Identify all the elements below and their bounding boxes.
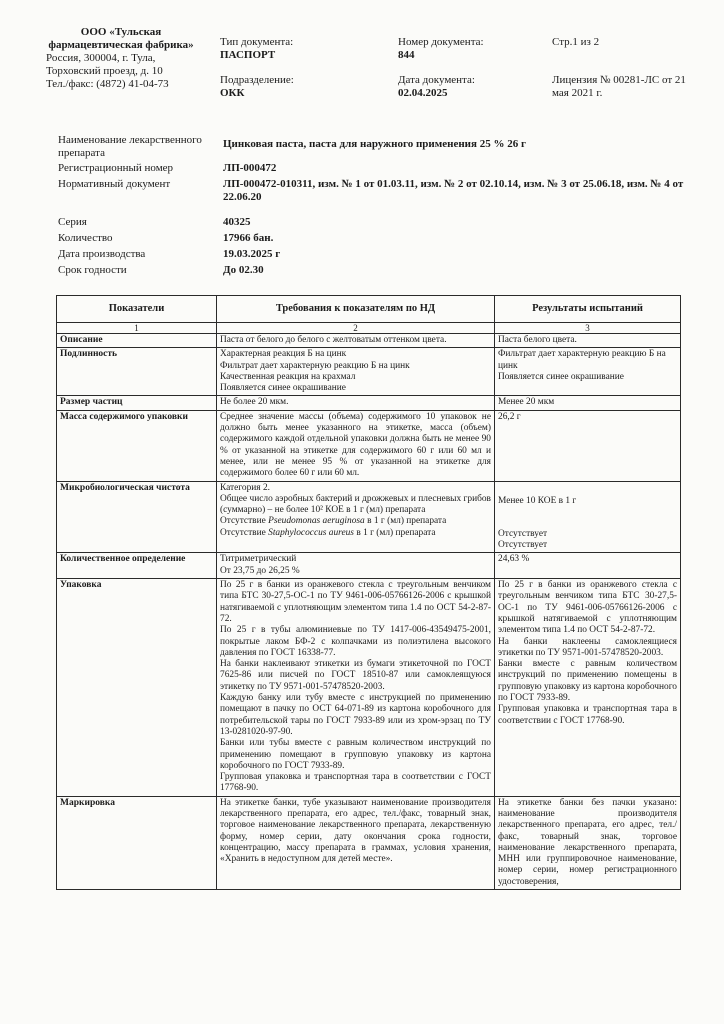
result-text: Менее 10 КОЕ в 1 г	[498, 495, 577, 506]
requirement-cell	[217, 579, 495, 797]
requirement-text: Характерная реакция Б на цинк	[220, 349, 347, 360]
requirement-text: Качественная реакция на крахмал	[220, 371, 356, 382]
indicator-cell: Масса содержимого упаковки	[57, 410, 217, 481]
result-cell	[495, 796, 681, 889]
col-number: 2	[217, 323, 495, 334]
doc-number-label: Номер документа:	[398, 36, 484, 48]
requirement-text: Групповая упаковка и транспортная тара в соответствии с ГОСТ 17768-90.	[220, 772, 491, 794]
license-text: Лицензия № 00281-ЛС от 21 мая 2021 г.	[552, 74, 686, 99]
result-text: Менее 20 мкм	[498, 397, 555, 408]
requirement-text: Каждую банку или тубу вместе с инструкцией по применению помещают в пачку по ОСТ 64-071-89 из картона коробочного для потребительской тары по ГОСТ 7933-89 или из хром-эрзац по ТУ 13-0281020-97-90.	[220, 693, 491, 737]
info-value: Цинковая паста, паста для наружного применения 25 % 26 г	[223, 138, 526, 150]
table-header-row	[57, 296, 681, 323]
info-row	[58, 162, 708, 178]
table-row	[57, 334, 681, 348]
indicator-cell: Упаковка	[57, 579, 217, 797]
company-address: Россия, 300004, г. Тула, Торховский проезд, д. 10	[46, 52, 163, 77]
doc-date-value: 02.04.2025	[398, 87, 448, 99]
result-text: Банки вместе с равным количеством инструкций по применению помещены в групповую упаковку из картона коробочного по ГОСТ 7933-89.	[498, 659, 677, 704]
table-row	[57, 553, 681, 579]
result-text: Отсутствует	[498, 540, 548, 551]
table-row	[57, 481, 681, 553]
table-row	[57, 579, 681, 797]
info-key: Регистрационный номер	[58, 162, 174, 174]
info-value: До 02.30	[223, 264, 264, 276]
result-cell	[495, 579, 681, 797]
requirement-text: Не более 20 мкм.	[220, 397, 289, 408]
organism-name: Pseudomonas aeruginosa	[268, 516, 365, 527]
requirement-text: Фильтрат дает характерную реакцию Б на цинк	[220, 360, 410, 371]
department-value: ОКК	[220, 87, 245, 99]
table-row	[57, 396, 681, 410]
department-label: Подразделение:	[220, 74, 294, 86]
requirement-text	[220, 516, 491, 527]
info-key: Наименование лекарственного препарата	[58, 134, 202, 159]
requirement-text: Банки или тубы вместе с равным количеством инструкций по применению помещают в групповую упаковку из картона коробочного по ГОСТ 7933-89.	[220, 738, 491, 771]
text-fragment: Отсутствие	[220, 527, 269, 538]
indicator-cell: Маркировка	[57, 796, 217, 889]
info-value: 17966 бан.	[223, 232, 274, 244]
doc-number-block	[398, 36, 538, 100]
company-block	[46, 26, 216, 91]
organism-name: Staphylococcus aureus	[268, 527, 354, 538]
doc-type-value: ПАСПОРТ	[220, 49, 276, 61]
col-header-results: Результаты испытаний	[495, 296, 681, 323]
requirement-text: Паста от белого до белого с желтоватым оттенком цвета.	[220, 335, 447, 345]
indicator-cell: Описание	[57, 334, 217, 348]
doc-date-label: Дата документа:	[398, 74, 475, 86]
text-fragment: Отсутствие	[220, 516, 269, 527]
result-text: Появляется синее окрашивание	[498, 371, 624, 382]
indicator-cell: Количественное определение	[57, 553, 217, 579]
result-text: 26,2 г	[498, 411, 521, 422]
info-row	[58, 232, 708, 248]
requirement-cell	[217, 481, 495, 553]
table-row	[57, 410, 681, 481]
result-cell	[495, 410, 681, 481]
specification-table	[56, 295, 681, 890]
indicator-cell: Подлинность	[57, 348, 217, 396]
col-header-requirements: Требования к показателям по НД	[217, 296, 495, 323]
requirement-text: На этикетке банки, тубе указывают наименование производителя лекарственного препарата, его адрес, тел./факс, товарный знак, торговое наименование лекарственного препарата, лекарственную форму, номер серии, дату окончания срока годности, концентрацию, массу препарата в граммах, условия хранения, «Хранить в недоступном для детей месте».	[220, 797, 491, 865]
result-text: На банки наклеены самоклеящиеся этикетки по ТУ 9571-001-57478520-2003.	[498, 636, 677, 658]
requirement-text: По 25 г в банки из оранжевого стекла с треугольным венчиком типа БТС 30-27,5-ОС-1 по ТУ 9461-006-05766126-2006 с крышкой натягиваемой с уплотняющим элементом типа 1.4 по ОСТ 54-2-87-72.	[220, 580, 491, 624]
doc-type-label: Тип документа:	[220, 36, 294, 48]
info-row	[58, 248, 708, 264]
requirement-cell	[217, 396, 495, 410]
result-text: Паста белого цвета.	[498, 335, 577, 345]
requirement-text: От 23,75 до 26,25 %	[220, 565, 300, 576]
text-fragment: в 1 г (мл) препарата	[364, 516, 447, 527]
requirement-cell	[217, 334, 495, 348]
requirement-text: Титриметрический	[220, 554, 297, 565]
result-text: Групповая упаковка и транспортная тара в соответствии с ГОСТ 17768-90.	[498, 704, 677, 726]
result-cell	[495, 348, 681, 396]
company-name: ООО «Тульская фармацевтическая фабрика»	[48, 26, 194, 51]
requirement-cell	[217, 410, 495, 481]
info-value: 40325	[223, 216, 251, 228]
indicator-cell: Размер частиц	[57, 396, 217, 410]
info-row	[58, 216, 708, 232]
result-cell	[495, 334, 681, 348]
col-header-indicator: Показатели	[57, 296, 217, 323]
requirement-text: Категория 2.	[220, 482, 270, 493]
requirement-cell	[217, 796, 495, 889]
info-row	[58, 134, 708, 162]
info-value: ЛП-000472	[223, 162, 277, 174]
result-text: На этикетке банки без пачки указано: наименование производителя лекарственного препарата, его адрес, тел./факс, товарный знак, торговое наименование лекарственного препарата, МНН или группировочное наименование, номер серии, номер регистрационного удостоверения,	[498, 797, 677, 887]
info-key: Срок годности	[58, 264, 127, 276]
info-value: 19.03.2025 г	[223, 248, 281, 260]
doc-number-value: 844	[398, 49, 415, 61]
product-info	[58, 134, 708, 280]
requirement-text: Общее число аэробных бактерий и дрожжевых и плесневых грибов (суммарно) – не более 10² КОЕ в 1 г (мл) препарата	[220, 493, 491, 516]
requirement-text: Появляется синее окрашивание	[220, 383, 346, 394]
requirement-text: По 25 г в тубы алюминиевые по ТУ 1417-006-43549475-2001, покрытые лаком БФ-2 с колпачками из полиэтилена высокого давления по ГОСТ 16338-77.	[220, 625, 491, 658]
info-key: Количество	[58, 232, 113, 244]
result-cell	[495, 481, 681, 553]
result-cell	[495, 553, 681, 579]
page-block	[552, 36, 692, 100]
col-number: 1	[57, 323, 217, 334]
requirement-text: Среднее значение массы (объема) содержимого 10 упаковок не должно быть менее указанного на этикетке, масса (объем) содержимого каждой отдельной упаковки должна быть не менее 90 % от указанной на этикетке для содержимого 60 г или 60 мл и менее, или не менее 95 % от указанной на этикетке для содержимого более 60 г или 60 мл.	[220, 411, 491, 479]
indicator-cell: Микробиологическая чистота	[57, 481, 217, 553]
info-key: Нормативный документ	[58, 178, 171, 190]
info-row	[58, 178, 708, 216]
result-cell	[495, 396, 681, 410]
doc-type-block	[220, 36, 390, 100]
table-row	[57, 796, 681, 889]
result-text: Отсутствует	[498, 528, 548, 539]
result-text: По 25 г в банки из оранжевого стекла с треугольным венчиком типа БТС 30-27,5-ОС-1 по ТУ 9461-006-05766126-2006 с крышкой натягиваемой с уплотняющим элементом типа 1.4 по ОСТ 54-2-87-72.	[498, 580, 677, 636]
requirement-cell	[217, 553, 495, 579]
result-text: Фильтрат дает характерную реакцию Б на цинк	[498, 349, 666, 371]
page-number: Стр.1 из 2	[552, 36, 600, 48]
text-fragment: в 1 г (мл) препарата	[353, 527, 436, 538]
info-value: ЛП-000472-010311, изм. № 1 от 01.03.11, изм. № 2 от 02.10.14, изм. № 3 от 25.06.18, изм. № 4 от 22.06.20	[223, 178, 684, 203]
col-number: 3	[495, 323, 681, 334]
company-phone: Тел./факс: (4872) 41-04-73	[46, 78, 169, 90]
result-text: 24,63 %	[498, 554, 530, 565]
column-number-row	[57, 323, 681, 334]
info-key: Дата производства	[58, 248, 146, 260]
info-key: Серия	[58, 216, 87, 228]
requirement-text: На банки наклеивают этикетки из бумаги этикеточной по ГОСТ 7625-86 или писчей по ГОСТ 18510-87 или самоклеящуюся этикетку по ТУ 9571-001-57478520-2003.	[220, 659, 491, 692]
requirement-text	[220, 528, 491, 539]
info-row	[58, 264, 708, 280]
table-row	[57, 348, 681, 396]
requirement-cell	[217, 348, 495, 396]
